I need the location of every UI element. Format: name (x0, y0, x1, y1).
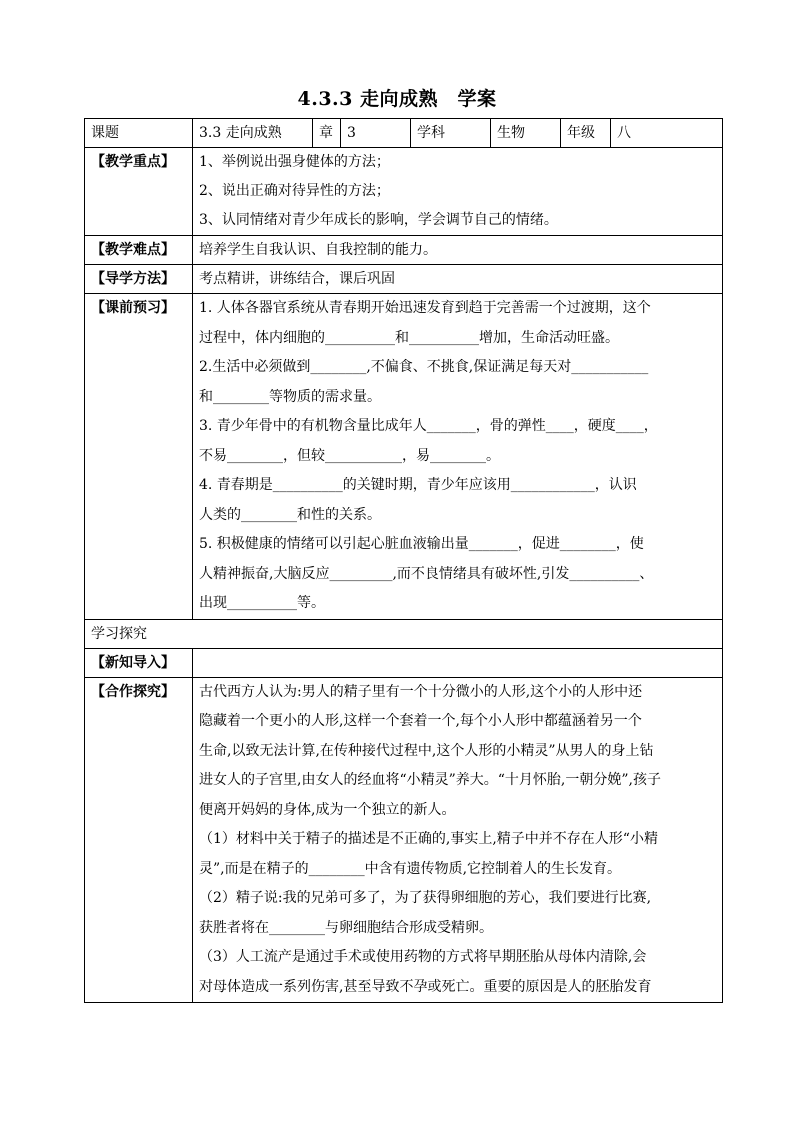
zhongdian-line-1: 1、举例说出强身健体的方法； (199, 154, 390, 170)
hezuo-content (193, 677, 723, 1003)
yuxi-content (193, 294, 723, 620)
nianji-value: 八 (611, 119, 723, 148)
zhongdian-line-3: 3、认同情绪对青少年成长的影响，学会调节自己的情绪。 (199, 212, 558, 228)
yuxi-line-1: 1. 人体各器官系统从青春期开始迅速发育到趋于完善需一个过渡期，这个 (199, 300, 651, 316)
yuxi-line-2: 过程中，体内细胞的__________和__________增加，生命活动旺盛。 (199, 329, 619, 346)
nianji-label: 年级 (561, 119, 611, 148)
hezuo-line-5: 便离开妈妈的身体,成为一个独立的新人。 (199, 801, 456, 818)
yuxi-line-6: 不易________，但较___________，易________。 (199, 447, 500, 464)
hezuo-line-3: 生命,以致无法计算,在传种接代过程中,这个人形的小精灵”从男人的身上钻 (199, 742, 654, 759)
zhang-value: 3 (341, 119, 411, 148)
zhongdian-line-2: 2、说出正确对待异性的方法； (199, 183, 390, 199)
xinzhi-content (193, 648, 723, 677)
zhongdian-row (85, 148, 723, 236)
nandian-row (85, 236, 723, 265)
yuxi-line-7: 4. 青春期是__________的关键时期，青少年应该用____________，认识 (199, 477, 637, 493)
tanjiu-header-row (85, 619, 723, 648)
hezuo-line-10: （3）人工流产是通过手术或使用药物的方式将早期胚胎从母体内清除,会 (199, 949, 647, 965)
xueke-label: 学科 (411, 119, 491, 148)
xinzhi-label: 【新知导入】 (85, 648, 193, 677)
yuxi-line-11: 出现__________等。 (199, 595, 325, 611)
hezuo-line-7: 灵”,而是在精子的________中含有遗传物质,它控制着人的生长发育。 (199, 860, 622, 877)
hezuo-line-1: 古代西方人认为:男人的精子里有一个十分微小的人形,这个小的人形中还 (199, 683, 643, 700)
zhongdian-content (193, 148, 723, 236)
xinzhi-row (85, 648, 723, 677)
yuxi-line-4: 和________等物质的需求量。 (199, 388, 381, 405)
fangfa-row (85, 265, 723, 294)
yuxi-line-3: 2.生活中必须做到________,不偏食、不挑食,保证满足每天对___________ (199, 359, 649, 375)
yuxi-line-10: 人精神振奋,大脑反应_________,而不良情绪具有破坏性,引发__________、 (199, 565, 654, 582)
hezuo-row (85, 677, 723, 1003)
fangfa-label: 【导学方法】 (85, 265, 193, 294)
hezuo-line-6: （1）材料中关于精子的描述是不正确的,事实上,精子中并不存在人形“小精 (199, 831, 658, 847)
yuxi-line-8: 人类的________和性的关系。 (199, 506, 381, 523)
lesson-table (84, 118, 723, 1003)
hezuo-line-11: 对母体造成一系列伤害,甚至导致不孕或死亡。重要的原因是人的胚胎发育 (199, 978, 652, 995)
keti-label: 课题 (85, 119, 193, 148)
nandian-label: 【教学难点】 (85, 236, 193, 265)
yuxi-label: 【课前预习】 (85, 294, 193, 620)
fangfa-content: 考点精讲，讲练结合，课后巩固 (193, 265, 723, 294)
hezuo-line-9: 获胜者将在________与卵细胞结合形成受精卵。 (199, 919, 493, 936)
xueke-value: 生物 (491, 119, 561, 148)
yuxi-line-9: 5. 积极健康的情绪可以引起心脏血液输出量_______，促进________，使 (199, 536, 644, 552)
keti-value: 3.3 走向成熟 (193, 119, 313, 148)
tanjiu-header: 学习探究 (85, 619, 723, 648)
zhongdian-label: 【教学重点】 (85, 148, 193, 236)
yuxi-line-5: 3. 青少年骨中的有机物含量比成年人_______，骨的弹性____，硬度____， (199, 418, 658, 434)
nandian-content: 培养学生自我认识、自我控制的能力。 (193, 236, 723, 265)
hezuo-line-8: （2）精子说:我的兄弟可多了，为了获得卵细胞的芳心，我们要进行比赛, (199, 890, 652, 906)
zhang-label: 章 (313, 119, 341, 148)
info-row (85, 119, 723, 148)
hezuo-line-2: 隐藏着一个更小的人形,这样一个套着一个,每个小人形中都蕴涵着另一个 (199, 713, 642, 729)
hezuo-label: 【合作探究】 (85, 677, 193, 1003)
hezuo-line-4: 进女人的子宫里,由女人的经血将“小精灵”养大。“十月怀胎,一朝分娩”,孩子 (199, 772, 661, 788)
yuxi-row (85, 294, 723, 620)
page-title: 4.3.3 走向成熟 学案 (297, 88, 497, 110)
